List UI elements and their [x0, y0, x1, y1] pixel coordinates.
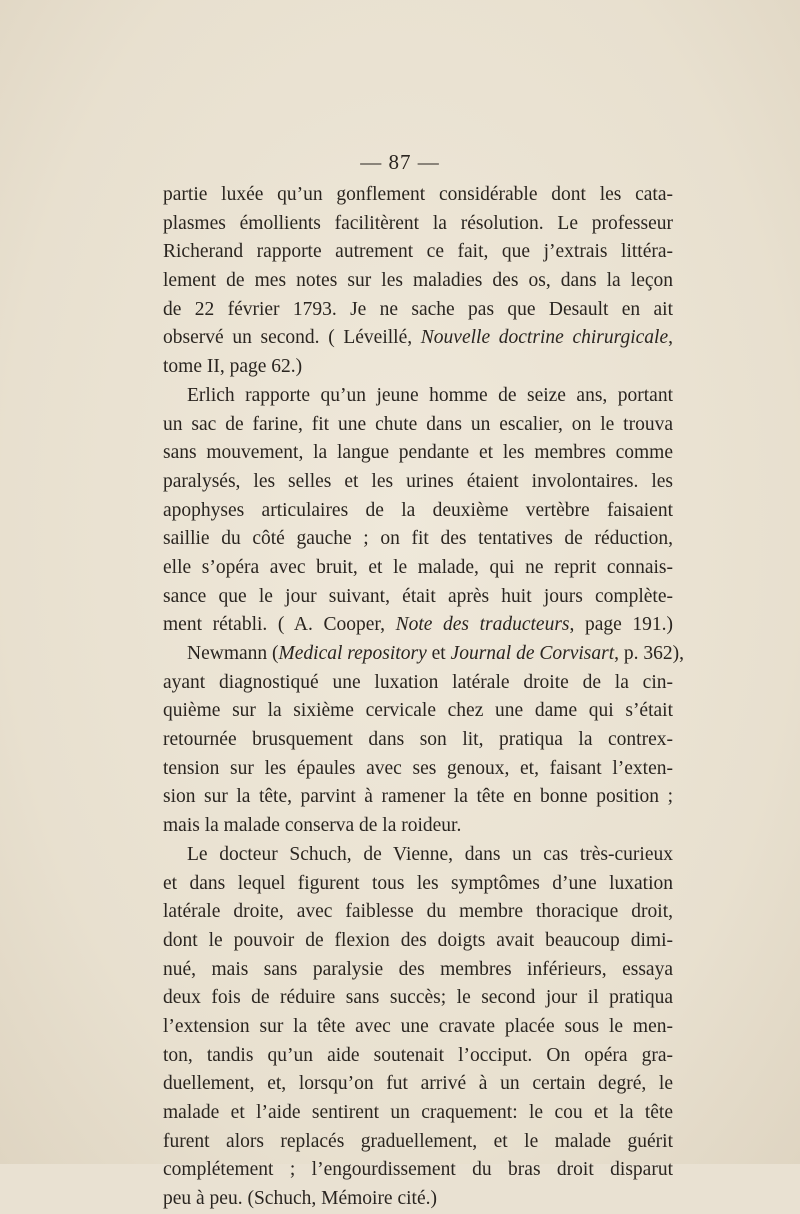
text-line	[163, 669, 673, 698]
text-line	[163, 927, 673, 956]
text-segment: paralysés, les selles et les urines étaient involontaires. les	[163, 470, 673, 492]
text-line	[163, 439, 673, 468]
text-segment: Le docteur Schuch, de Vienne, dans un cas très-curieux	[187, 843, 673, 865]
text-line	[163, 525, 673, 554]
text-line	[163, 812, 673, 841]
text-segment: ayant diagnostiqué une luxation latérale droite de la cin-	[163, 671, 673, 693]
text-line	[163, 697, 673, 726]
text-segment: plasmes émollients facilitèrent la résolution. Le professeur	[163, 212, 673, 234]
text-segment: dont le pouvoir de flexion des doigts avait beaucoup dimi-	[163, 929, 673, 951]
text-line	[163, 1156, 673, 1185]
text-line	[163, 783, 673, 812]
text-line	[163, 267, 673, 296]
text-segment: de 22 février 1793. Je ne sache pas que Desault en ait	[163, 298, 673, 320]
text-line	[163, 956, 673, 985]
text-line	[163, 1185, 673, 1214]
text-segment: l’extension sur la tête avec une cravate placée sous le men-	[163, 1015, 673, 1037]
text-line	[163, 210, 673, 239]
italic-citation: Medical repository	[278, 643, 427, 664]
text-segment: nué, mais sans paralysie des membres inférieurs, essaya	[163, 958, 673, 980]
text-line	[163, 554, 673, 583]
text-line	[163, 296, 673, 325]
text-segment: ,	[668, 327, 673, 349]
text-line	[163, 898, 673, 927]
text-line	[163, 583, 673, 612]
text-line	[163, 640, 685, 669]
text-segment: duellement, et, lorsqu’on fut arrivé à un certain degré, le	[163, 1073, 673, 1095]
text-segment: elle s’opéra avec bruit, et le malade, qui ne reprit connais-	[163, 556, 673, 578]
text-line	[163, 726, 673, 755]
text-segment: ton, tandis qu’un aide soutenait l’occiput. On opéra gra-	[163, 1044, 673, 1066]
text-line	[163, 1128, 673, 1157]
text-segment: et dans lequel figurent tous les symptômes d’une luxation	[163, 872, 673, 894]
text-segment: un sac de farine, fit une chute dans un escalier, on le trouva	[163, 413, 673, 435]
text-line	[163, 497, 673, 526]
text-line	[163, 1099, 673, 1128]
text-segment: Richerand rapporte autrement ce fait, que j’extrais littéra-	[163, 241, 673, 263]
text-line	[163, 841, 673, 870]
text-segment: et	[426, 643, 451, 664]
text-line	[163, 468, 673, 497]
text-segment: sion sur la tête, parvint à ramener la tête en bonne position ;	[163, 786, 673, 808]
text-segment: , page 191.)	[569, 614, 674, 636]
italic-citation: Nouvelle doctrine chirurgicale	[420, 327, 669, 349]
text-segment: ment rétabli. ( A. Cooper,	[163, 614, 396, 636]
text-line	[163, 382, 673, 411]
text-line	[163, 870, 673, 899]
text-segment: sance que le jour suivant, était après huit jours complète-	[163, 585, 673, 607]
text-line	[163, 611, 673, 640]
text-line	[163, 984, 673, 1013]
text-segment: Erlich rapporte qu’un jeune homme de seize ans, portant	[187, 384, 673, 406]
text-segment: observé un second. ( Léveillé,	[163, 327, 421, 349]
text-segment: latérale droite, avec faiblesse du membre thoracique droit,	[163, 901, 673, 923]
text-segment: deux fois de réduire sans succès; le second jour il pratiqua	[163, 987, 673, 1009]
page-number: — 87 —	[360, 150, 440, 174]
text-segment: malade et l’aide sentirent un craquement: le cou et la tête	[163, 1102, 673, 1123]
text-line	[163, 1013, 673, 1042]
italic-citation: Note des traducteurs	[395, 614, 570, 636]
text-segment: tension sur les épaules avec ses genoux, et, faisant l’exten-	[163, 757, 673, 779]
text-segment: Newmann (	[187, 643, 279, 664]
text-line	[163, 238, 673, 267]
text-segment: complétement ; l’engourdissement du bras droit disparut	[163, 1159, 673, 1181]
text-segment: retournée brusquement dans son lit, pratiqua la contrex-	[163, 729, 673, 751]
text-line	[163, 1070, 673, 1099]
text-line	[163, 324, 673, 353]
text-segment: mais la malade conserva de la roideur.	[163, 815, 462, 837]
text-line	[163, 181, 673, 210]
text-line	[163, 755, 673, 784]
italic-citation: Journal de Corvisart	[450, 643, 615, 664]
text-segment: quième sur la sixième cervicale chez une dame qui s’était	[163, 700, 673, 722]
text-segment: , p. 362),	[614, 643, 685, 664]
text-segment: partie luxée qu’un gonflement considérable dont les cata-	[163, 184, 673, 205]
text-line	[163, 411, 673, 440]
text-line	[163, 353, 673, 382]
text-segment: sans mouvement, la langue pendante et les membres comme	[163, 442, 673, 464]
text-segment: apophyses articulaires de la deuxième vertèbre faisaient	[163, 499, 673, 521]
text-segment: saillie du côté gauche ; on fit des tentatives de réduction,	[163, 528, 673, 550]
text-segment: tome II, page 62.)	[163, 356, 303, 378]
text-segment: peu à peu. (Schuch, Mémoire cité.)	[163, 1188, 437, 1210]
text-line	[163, 1042, 673, 1071]
body-text	[163, 181, 685, 1214]
text-segment: furent alors replacés graduellement, et le malade guérit	[163, 1130, 673, 1152]
text-segment: lement de mes notes sur les maladies des os, dans la leçon	[163, 270, 673, 292]
